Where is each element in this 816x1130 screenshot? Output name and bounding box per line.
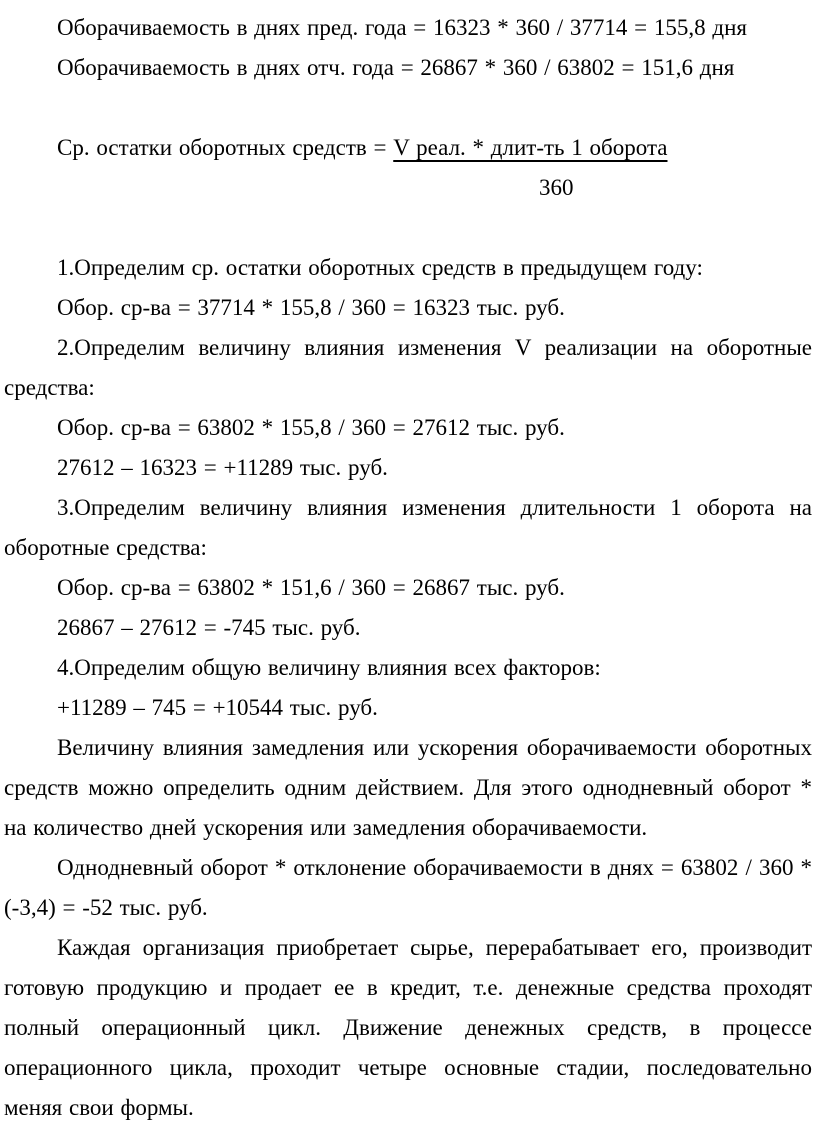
step-2-difference: 27612 – 16323 = +11289 тыс. руб. xyxy=(57,455,388,480)
step-4-heading: 4.Определим общую величину влияния всех факторов: xyxy=(57,655,601,680)
step-3-calculation: Обор. ср-ва = 63802 * 151,6 / 360 = 26867 тыс. руб. xyxy=(57,575,565,600)
paragraph-single-action-method: Величину влияния замедления или ускорения оборачиваемости оборотных средств можно определить одним действием. Для этого однодневный оборот * на количество дней ускорения или замедления оборачиваемости. xyxy=(4,735,812,840)
line-turnover-days-prev-year: Оборачиваемость в днях пред. года = 16323 * 360 / 37714 = 155,8 дня xyxy=(57,15,747,40)
formula-avg-balances xyxy=(4,128,812,168)
formula-denominator: 360 xyxy=(539,175,574,200)
step-2-heading: 2.Определим величину влияния изменения V реализации на оборотные средства: xyxy=(4,335,812,400)
step-4-total: +11289 – 745 = +10544 тыс. руб. xyxy=(57,695,378,720)
step-3-difference: 26867 – 27612 = -745 тыс. руб. xyxy=(57,615,361,640)
formula-lhs: Ср. остатки оборотных средств = xyxy=(57,135,394,160)
line-turnover-days-report-year: Оборачиваемость в днях отч. года = 26867 * 360 / 63802 = 151,6 дня xyxy=(57,55,735,80)
paragraph-one-day-turnover: Однодневный оборот * отклонение оборачиваемости в днях = 63802 / 360 * (-3,4) = -52 тыс. руб. xyxy=(4,855,812,920)
step-1-calculation: Обор. ср-ва = 37714 * 155,8 / 360 = 16323 тыс. руб. xyxy=(57,295,565,320)
step-3-heading: 3.Определим величину влияния изменения длительности 1 оборота на оборотные средства: xyxy=(4,495,812,560)
step-1-heading: 1.Определим ср. остатки оборотных средств в предыдущем году: xyxy=(57,255,703,280)
formula-numerator: V реал. * длит-ть 1 оборота xyxy=(393,135,668,160)
step-2-calculation: Обор. ср-ва = 63802 * 155,8 / 360 = 27612 тыс. руб. xyxy=(57,415,565,440)
paragraph-operating-cycle: Каждая организация приобретает сырье, перерабатывает его, производит готовую продукцию и продает ее в кредит, т.е. денежные средства проходят полный операционный цикл. Движение денежных средств, в процессе операционного цикла, проходит четыре основные стадии, последовательно меняя свои формы. xyxy=(4,935,812,1120)
blank-line xyxy=(4,88,812,128)
blank-line xyxy=(4,208,812,248)
